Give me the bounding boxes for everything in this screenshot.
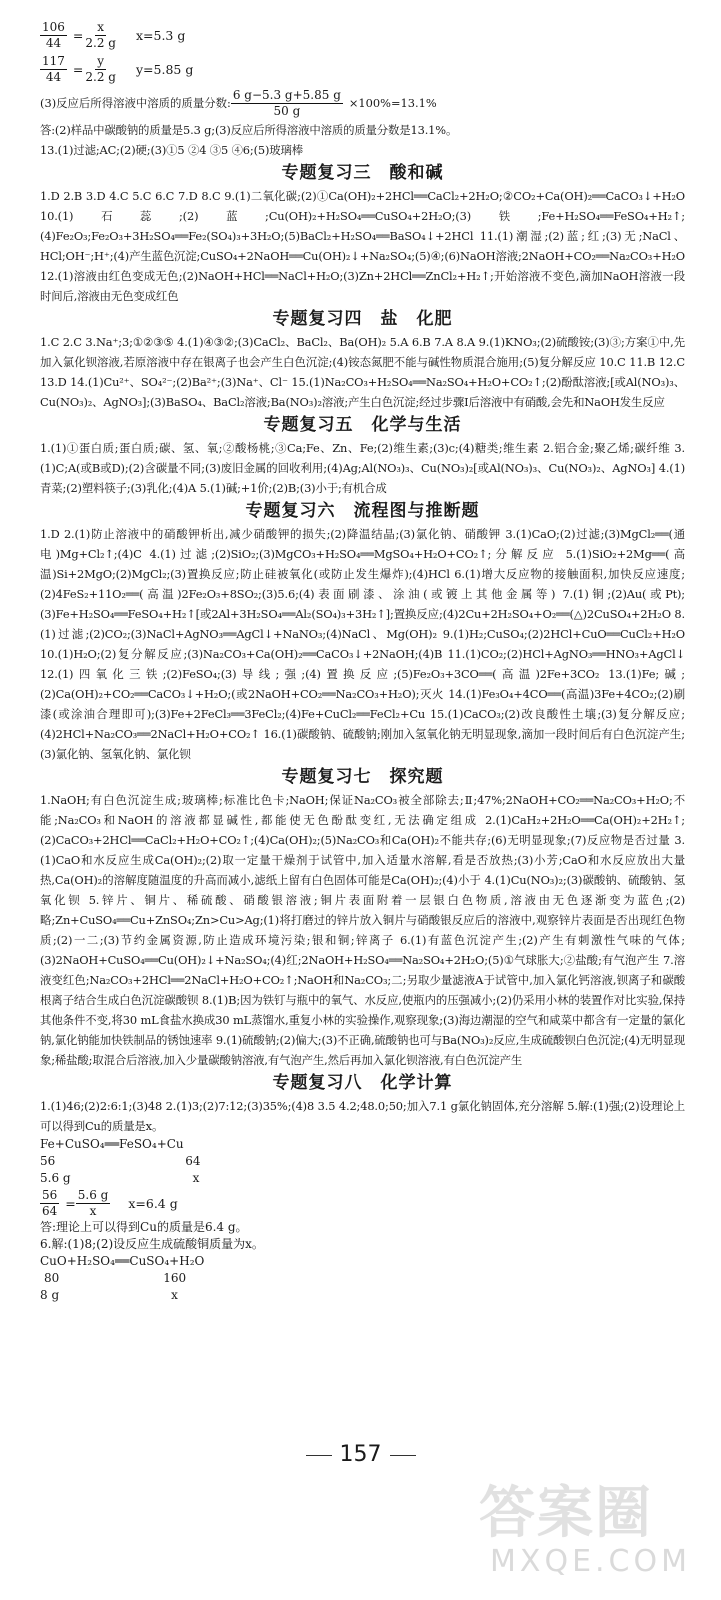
calc-block-a — [40, 1136, 685, 1253]
answer-page — [40, 18, 685, 1304]
fraction: $\frac{5.6 g}{x}$ — [77, 1187, 109, 1218]
section-title: 专题复习三 酸和碱 — [281, 163, 444, 183]
mass-row: 56 64 — [40, 1154, 201, 1168]
section-body: 1.D 2.(1)防止溶液中的硝酸钾析出,减少硝酸钾的损失;(2)降温结晶;(3)氯化钠、硝酸钾 3.(1)CaO;(2)过滤;(3)MgCl₂══(通电)Mg+Cl₂↑;(4)C 4.(1)过滤;(2)SiO₂;(3)MgCO₃+H₂SO₄══MgSO₄+H₂O+CO₂↑;分解反应 5.(1)SiO₂+2Mg══(高温)Si+2MgO;(2)MgCl₂;(3)置换反应;防止硅被氧化(或防止发生爆炸);(4)HCl 6.(1)增大反应物的接触面积,加快反应速度;(2)4FeS₂+11O₂══(高温)2Fe₂O₃+8SO₂;(3)5.6;(4)表面刷漆、涂油(或镀上其他金属等) 7.(1)铜;(2)Au(或Pt);(3)Fe+H₂SO₄══FeSO₄+H₂↑[或2Al+3H₂SO₄══Al₂(SO₄)₃+3H₂↑];置换反应;(4)2Cu+2H₂SO₄+O₂══(△)2CuSO₄+2H₂O 8.(1)过滤;(2)CO₂;(3)NaCl+AgNO₃══AgCl↓+NaNO₃;(4)NaCl、Mg(OH)₂ 9.(1)H₂;CuSO₄;(2)2HCl+CuO══CuCl₂+H₂O 10.(1)H₂O;(2)复分解反应;(3)Na₂CO₃+Ca(OH)₂══CaCO₃↓+2NaOH;(4)B 11.(1)CO₂;(2)HCl+AgNO₃══HNO₃+AgCl↓ 12.(1)四氧化三铁;(2)FeSO₄;(3)导线;强;(4)置换反应;(5)Fe₂O₃+3CO══(高温)2Fe+3CO₂ 13.(1)Fe;碱;(2)Ca(OH)₂+CO₂══CaCO₃↓+H₂O;(或2NaOH+CO₂══Na₂CO₃+H₂O);灭火 14.(1)Fe₃O₄+4CO══(高温)3Fe+4CO₂;(2)刷漆(或涂油合理即可);(3)Fe+2FeCl₃══3FeCl₂;(4)Fe+CuCl₂══FeCl₂+Cu 15.(1)CaCO₃;(2)改良酸性土壤;(3)复分解反应;(4)2HCl+Na₂CO₃══2NaCl+H₂O+CO₂↑ 16.(1)碳酸钠、硫酸钠;刚加入氢氧化钠无明显现象,滴加一段时间后有白色沉淀产生;(3)氯化钠、氢氧化钠、氯化钡 — [40, 527, 685, 761]
mass-row: 80 160 — [44, 1271, 187, 1285]
calc-line-2: $\frac{117}{44}$ = $\frac{y}{2.2 g}$ y=5.85 g — [42, 53, 194, 84]
watermark-logo: 答案圈 MXQE.COM — [479, 1481, 691, 1579]
section-body: 1.D 2.B 3.D 4.C 5.C 6.C 7.D 8.C 9.(1)二氧化碳;(2)①Ca(OH)₂+2HCl══CaCl₂+2H₂O;②CO₂+Ca(OH)₂══CaCO₃↓+H₂O 10.(1)石蕊;(2)蓝;Cu(OH)₂+H₂SO₄══CuSO₄+2H₂O;(3)铁;Fe+H₂SO₄══FeSO₄+H₂↑;(4)Fe₂O₃;Fe₂O₃+3H₂SO₄══Fe₂(SO₄)₃+3H₂O;(5)BaCl₂+H₂SO₄══BaSO₄↓+2HCl 11.(1)潮湿;(2)蓝;红;(3)无;NaCl、HCl;OH⁻;H⁺;(4)产生蓝色沉淀;CuSO₄+2NaOH══Cu(OH)₂↓+Na₂SO₄;(5)④;(6)NaOH溶液;2NaOH+CO₂══Na₂CO₃+H₂O 12.(1)溶液由红色变成无色;(2)NaOH+HCl══NaCl+H₂O;(3)Zn+2HCl══ZnCl₂+H₂↑;开始溶液不变色,滴加NaOH溶液一段时间后,溶液由无色变成红色 — [40, 189, 685, 303]
section-body: 1.(1)①蛋白质;蛋白质;碳、氢、氧;②酸杨桃;③Ca;Fe、Zn、Fe;(2)维生素;(3)c;(4)糖类;维生素 2.铝合金;聚乙烯;碳纤维 3.(1)C;A(或B或D);(2)含碳量不同;(3)废旧金属的回收利用;(4)Ag;Al(NO₃)₃、Cu(NO₃)₂[或Al(NO₃)₃、Cu(NO₃)₂、AgNO₃] 4.(1)青菜;(2)塑料筷子;(3)乳化;(4)A 5.(1)碱;+1价;(2)B;(3)小于;有机合成 — [40, 441, 685, 495]
calc-result: x=5.3 g — [135, 27, 186, 43]
calc-result: x=6.4 g — [128, 1195, 178, 1211]
section-body: 1.(1)46;(2)2:6:1;(3)48 2.(1)3;(2)7:12;(3)35%;(4)8 3.5 4.2;48.0;50;加入7.1 g氯化钠固体,充分溶解 5.解:(1)强;(2)设理论上可以得到Cu的质量是x。 — [40, 1099, 685, 1133]
calc-result: y=5.85 g — [135, 61, 194, 77]
fraction: $\frac{117}{44}$ — [42, 53, 65, 84]
fraction: $\frac{x}{2.2 g}$ — [85, 19, 116, 50]
value-row: 8 g x — [40, 1288, 178, 1302]
answer-paragraph: 13.(1)过滤;AC;(2)硬;(3)①5 ②4 ③5 ④6;(5)玻璃棒 — [40, 143, 304, 157]
section-title: 专题复习八 化学计算 — [272, 1073, 453, 1093]
next-question: 6.解:(1)8;(2)设反应生成硫酸铜质量为x。 — [40, 1237, 264, 1251]
divider — [390, 1455, 416, 1456]
section-title: 专题复习七 探究题 — [281, 767, 444, 787]
section-body: 1.C 2.C 3.Na⁺;3;①②③⑤ 4.(1)④③②;(3)CaCl₂、BaCl₂、Ba(OH)₂ 5.A 6.B 7.A 8.A 9.(1)KNO₃;(2)硫酸铵;(3)③;方案①中,先加入氯化钡溶液,若原溶液中存在银离子也会产生白色沉淀;(4)铵态氮肥不能与碱性物质混合施用;(5)复分解反应 10.C 11.B 12.C 13.D 14.(1)Cu²⁺、SO₄²⁻;(2)Ba²⁺;(3)Na⁺、Cl⁻ 15.(1)Na₂CO₃+H₂SO₄══Na₂SO₄+H₂O+CO₂↑;(2)酚酞溶液;[或Al(NO₃)₃、Cu(NO₃)₂、AgNO₃];(3)BaSO₄、BaCl₂溶液;Ba(NO₃)₂溶液;产生白色沉淀;经过步骤Ⅰ后溶液中有硝酸,会先和NaOH发生反应 — [40, 335, 685, 409]
fraction: $\frac{y}{2.2 g}$ — [85, 53, 116, 84]
calc-block-b — [40, 1253, 685, 1304]
fraction: $\frac{6 g-5.3 g+5.85 g}{50 g}$ — [232, 87, 341, 118]
calc-line-1: $\frac{106}{44}$ = $\frac{x}{2.2 g}$ x=5.3 g — [42, 19, 186, 50]
value-row: 5.6 g x — [40, 1171, 200, 1185]
answer-line: 答:理论上可以得到Cu的质量是6.4 g。 — [40, 1220, 248, 1234]
chem-equation: Fe+CuSO₄══FeSO₄+Cu — [40, 1137, 184, 1151]
section-body: 1.NaOH;有白色沉淀生成;玻璃棒;标准比色卡;NaOH;保证Na₂CO₃被全部除去;Ⅱ;47%;2NaOH+CO₂══Na₂CO₃+H₂O;不能;Na₂CO₃和NaOH的溶液都显碱性,都能使无色酚酞变红,无法确定组成 2.(1)CaH₂+2H₂O══Ca(OH)₂+2H₂↑;(2)CaCO₃+2HCl══CaCl₂+H₂O+CO₂↑;(4)Ca(OH)₂;(5)Na₂CO₃和Ca(OH)₂不能共存;(6)无明显现象;(7)反应物是否过量 3.(1)CaO和水反应生成Ca(OH)₂;(2)取一定量干燥剂于试管中,加入适量水溶解,看是否放热;(3)小芳;CaO和水反应放出大量热,Ca(OH)₂的溶解度随温度的升高而减小,滤纸上留有白色固体可能是Ca(OH)₂;(4)小于 4.(1)Cu(NO₃)₂;(3)碳酸钠、硫酸钠、氢氧化钡 5.锌片、铜片、稀硫酸、硝酸银溶液;铜片表面附着一层银白色物质,溶液由无色逐渐变为蓝色;(2)略;Zn+CuSO₄══Cu+ZnSO₄;Zn>Cu>Ag;(1)将打磨过的锌片放入铜片与硝酸银反应后的溶液中,观察锌片表面是否出现红色物质;(2)一二;(3)节约金属资源,防止造成环境污染;银和铜;锌离子 6.(1)有蓝色沉淀产生;(2)产生有刺激性气味的气体;(3)2NaOH+CuSO₄══Cu(OH)₂↓+Na₂SO₄;(4)红;2NaOH+H₂SO₄══Na₂SO₄+2H₂O;(5)①气球胀大;②盐酸;有气泡产生 7.溶液变红色;Na₂CO₃+2HCl══2NaCl+H₂O+CO₂↑;NaOH和Na₂CO₃;二;另取少量滤液A于试管中,加入氯化钙溶液,钡离子和碳酸根离子结合生成白色沉淀碳酸钡 8.(1)B;因为铁钉与瓶中的氧气、水反应,使瓶内的压强减小;(2)仍采用小林的装置作对比实验,保持其他条件不变,将30 mL食盐水换成30 mL蒸馏水,重复小林的实验操作,观察现象;(3)海边潮湿的空气和咸菜中都含有一定量的氯化钠,氯化钠能加快铁制品的锈蚀速率 9.(1)硫酸钠;(2)偏大;(3)不正确,硫酸钠也可与Ba(NO₃)₂反应,生成硫酸钡白色沉淀;(4)无明显现象;稀盐酸;取混合后溶液,加入少量碳酸钠溶液,有气泡产生,然后再加入氯化钡溶液,有白色沉淀产生 — [40, 793, 685, 1067]
divider — [306, 1455, 332, 1456]
mass-fraction-line: (3)反应后所得溶液中溶质的质量分数: $\frac{6 g-5.3 g+5.85 g}{50 g}$ ×100%=13.1% — [40, 87, 437, 118]
proportion-line: $\frac{56}{64}$ = $\frac{5.6 g}{x}$ x=6.4 g — [42, 1187, 178, 1218]
section-title: 专题复习四 盐 化肥 — [272, 309, 453, 329]
section-title: 专题复习六 流程图与推断题 — [245, 501, 480, 521]
section-title: 专题复习五 化学与生活 — [263, 415, 462, 435]
chem-equation: CuO+H₂SO₄══CuSO₄+H₂O — [40, 1254, 205, 1268]
page-number: 157 — [0, 1442, 721, 1467]
fraction: $\frac{56}{64}$ — [42, 1187, 58, 1218]
answer-paragraph: 答:(2)样品中碳酸钠的质量是5.3 g;(3)反应后所得溶液中溶质的质量分数是13.1%。 — [40, 123, 458, 137]
fraction: $\frac{106}{44}$ — [42, 19, 65, 50]
